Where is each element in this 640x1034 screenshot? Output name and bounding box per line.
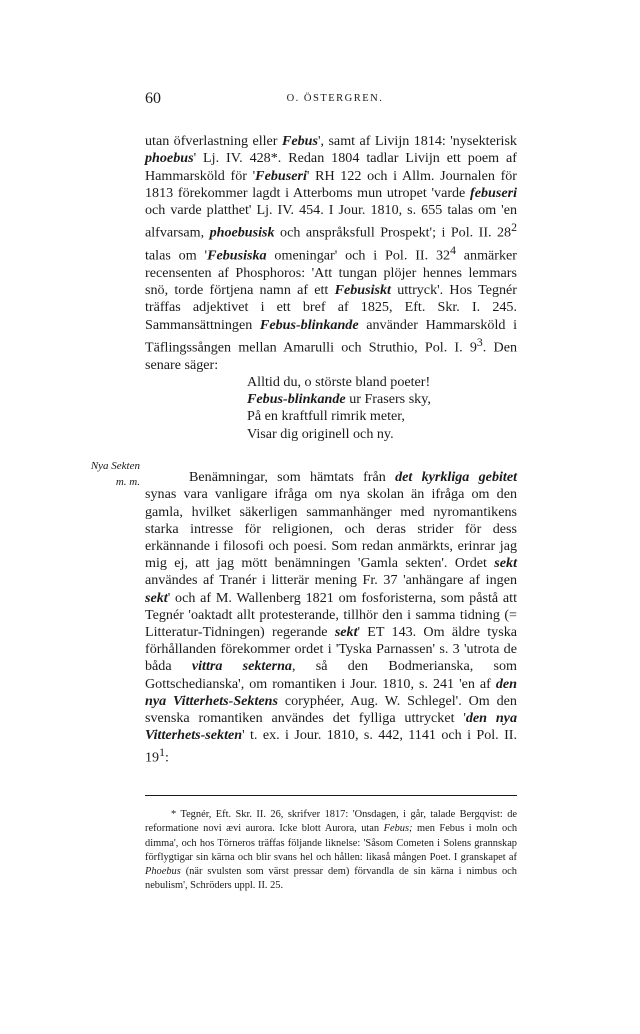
superscript: 1 — [159, 746, 165, 760]
italic-phrase: sekt — [145, 589, 168, 606]
verse-line: På en kraftfull rimrik meter, — [247, 408, 405, 425]
italic-phrase: det kyrkliga gebitet — [395, 469, 517, 486]
term-febus-blinkande: Febus-blinkande — [259, 316, 359, 333]
term-febus: Febus — [281, 133, 318, 150]
running-head: O. ÖSTERGREN. — [286, 93, 384, 104]
term-febuseri: Febuseri — [255, 167, 307, 184]
verse-line: Visar dig originell och ny. — [247, 425, 394, 442]
verse-line: Alltid du, o störste bland poeter! — [247, 374, 431, 390]
italic-phrase: sekt — [494, 555, 517, 572]
verse-quote — [247, 374, 431, 443]
term-febuseri-lower: febuseri — [470, 184, 517, 201]
term-febusiskt: Febusiskt — [334, 282, 391, 299]
italic-phrase: Phoebus — [145, 865, 181, 877]
italic-phrase: vittra sekterna — [191, 658, 292, 675]
term-phoebus: phoebus — [145, 150, 194, 167]
italic-phrase: den nya Vitterhets-sekten — [145, 709, 517, 744]
page-header — [145, 90, 525, 110]
italic-phrase: Febus; — [383, 823, 413, 835]
italic-phrase: sekt — [334, 623, 358, 640]
superscript: 4 — [450, 244, 456, 257]
paragraph-febus: utan öfverlastning eller Febus', samt af Livijn 1814: 'nysekterisk phoebus' Lj. IV. 428*. Redan 1804 tadlar Livijn ett poem af Hammarsköld för 'Febuseri' RH 122 och i Allm. Journalen för 1813 förekommer lagdt i Atterboms mun utropet 'varde febuseri och varde platthet' Lj. IV. 454. I Jour. 1810, s. 655 talas om 'en alfvarsam, phoebusisk och anspråksfull Prospekt'; i Pol. II. $28^2$ talas om 'Febusiska omeningar' och i Pol. II. $32^4$ anmärker recensenten af Phosphoros: 'Att tungan plöjer hennes lemmars snö, torde förtjena namn af ett Febusiskt uttryck'. Hos Tegnér träffas adjektivet i ett bref af 1825, Eft. Skr. I. 245. Sammansättningen Febus-blinkande använder Hammarsköld i Täflingssången mellan Amarulli och Struthio, Pol. I. $9^3$. Den senare säger: — [145, 133, 517, 373]
italic-phrase: den nya Vitterhets-Sektens — [145, 675, 517, 709]
term-febusiska: Febusiska — [207, 247, 267, 264]
verse-line: Febus-blinkande ur Frasers sky, — [247, 391, 431, 408]
superscript: 2 — [511, 221, 517, 235]
page-number: 60 — [145, 90, 161, 107]
superscript: 3 — [476, 335, 483, 349]
footnote: * Tegnér, Eft. Skr. II. 26, skrifver 1817: 'Onsdagen, i går, talade Bergqvist: de reformatione novi ævi aurora. Icke blott Aurora, utan Febus; men Febus i moln och dimma', och hos Törneros träffas följande liknelse: 'Såsom Cometen i Solens grannskap förflygtigar sin kärna och blir svans hel och hållen: likaså mången Poet. I granskapet af Phoebus (när svulsten som värst pressar dem) förvandla de sin kärna i nimbus och nebulism', Schröders uppl. II. 25. — [145, 809, 518, 891]
footnote-rule — [145, 795, 517, 796]
margin-note: Nya Sekten m. m. — [90, 460, 140, 488]
paragraph-nya-sekten: Benämningar, som hämtats från det kyrkliga gebitet synas vara vanligare ifråga om nya skolan än ifråga om den gamla, hvilket säkerligen sammanhänger med nyromantikens starka intresse för religionen, och deras strider för dess erkännande i filosofi och poesi. Som redan anmärkts, erinrar jag mig ej, att jag mött benämningen 'Gamla sekten'. Ordet sekt användes af Tranér i litterär mening Fr. 37 'anhängare af ingen sekt' och af M. Wallenberg 1821 om fosforisterna, som påstå att Tegnér 'oaktadt allt protesterande, tillhör den i samma tidning (= Litteratur-Tidningen) regerande sekt' ET 143. Om äldre tyska förhållanden förekommer ordet i 'Tyska Parnassen' s. 3 'utrota de båda vittra sekterna, så den Bodmerianska, som Gottschedianska', om romantiken i Jour. 1810, s. 241 'en af den nya Vitterhets-Sektens coryphéer, Aug. W. Schlegel'. Om den svenska romantiken användes det fylliga uttrycket 'den nya Vitterhets-sekten' t. ex. i Jour. 1810, s. 442, 1141 och i Pol. II. $19^1$: — [145, 469, 517, 767]
term-phoebusisk: phoebusisk — [209, 224, 275, 241]
